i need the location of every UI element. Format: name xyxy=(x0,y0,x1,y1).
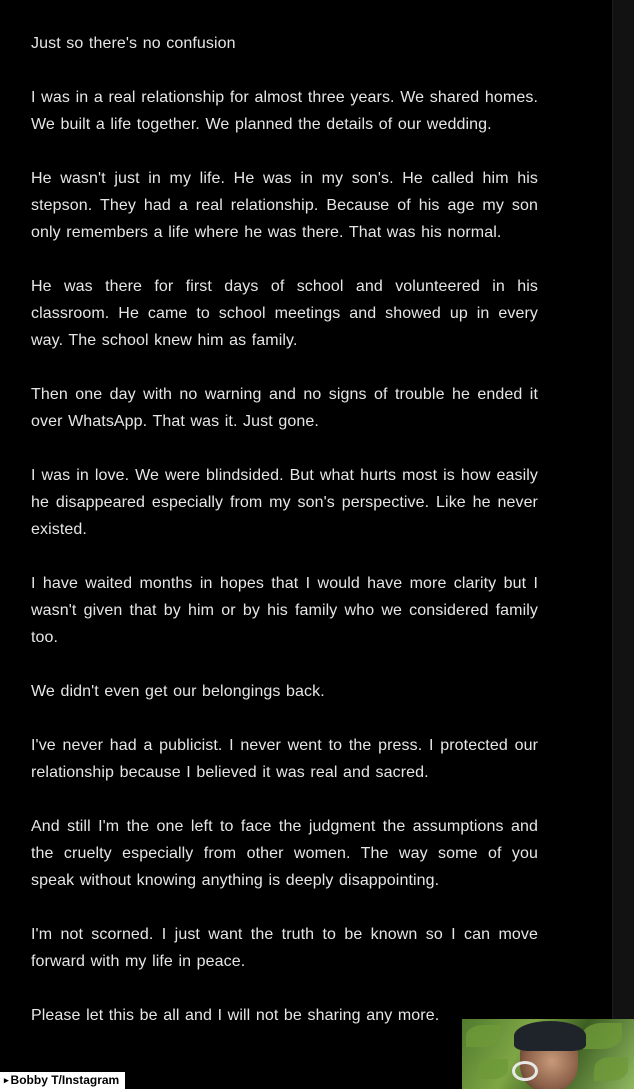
post-paragraph-9: And still I'm the one left to face the judgment the assumptions and the cruelty especially from other women. The way some of you speak without knowing anything is deeply disappointing. xyxy=(31,818,538,889)
foliage-shape xyxy=(582,1023,622,1049)
post-paragraph-11: Please let this be all and I will not be sharing any more. xyxy=(31,1007,440,1024)
post-text xyxy=(31,30,538,1029)
person-hat xyxy=(514,1021,586,1051)
video-thumbnail[interactable] xyxy=(462,1019,634,1089)
photo-credit xyxy=(0,1072,125,1089)
post-paragraph-1: I was in a real relationship for almost three years. We shared homes. We built a life together. We planned the details of our wedding. xyxy=(31,89,538,133)
caret-right-icon: ▸ xyxy=(4,1075,9,1085)
screen-edge-strip xyxy=(612,0,634,1089)
post-paragraph-6: I have waited months in hopes that I would have more clarity but I wasn't given that by him or by his family who we considered family too. xyxy=(31,575,538,646)
sunglasses-icon xyxy=(512,1061,538,1081)
post-heading: Just so there's no confusion xyxy=(31,35,236,52)
foliage-shape xyxy=(466,1025,500,1047)
post-paragraph-3: He was there for first days of school and volunteered in his classroom. He came to school meetings and showed up in every way. The school knew him as family. xyxy=(31,278,538,349)
post-paragraph-8: I've never had a publicist. I never went to the press. I protected our relationship because I believed it was real and sacred. xyxy=(31,737,538,781)
post-paragraph-5: I was in love. We were blindsided. But what hurts most is how easily he disappeared especially from my son's perspective. Like he never existed. xyxy=(31,467,538,538)
post-paragraph-10: I'm not scorned. I just want the truth to be known so I can move forward with my life in peace. xyxy=(31,926,538,970)
post-paragraph-7: We didn't even get our belongings back. xyxy=(31,683,325,700)
post-paragraph-4: Then one day with no warning and no signs of trouble he ended it over WhatsApp. That was it. Just gone. xyxy=(31,386,538,430)
foliage-shape xyxy=(478,1059,508,1079)
photo-credit-label: Bobby T/Instagram xyxy=(10,1073,120,1087)
foliage-shape xyxy=(594,1057,628,1081)
post-paragraph-2: He wasn't just in my life. He was in my son's. He called him his stepson. They had a real relationship. Because of his age my son only remembers a life where he was there. That was his normal. xyxy=(31,170,538,241)
